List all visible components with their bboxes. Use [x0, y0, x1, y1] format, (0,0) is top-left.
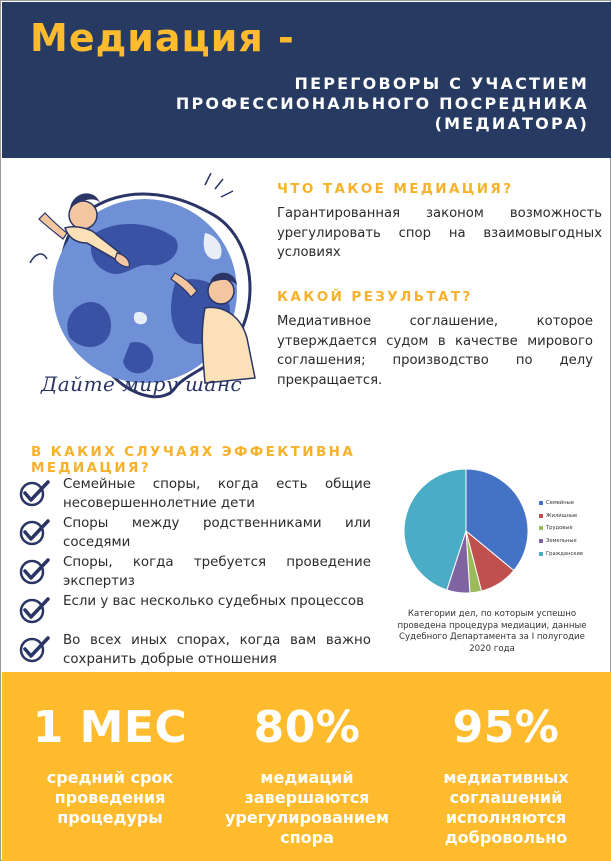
- list-item: [19, 476, 371, 513]
- legend-item: [539, 535, 609, 548]
- list-item-text: Во всех иных спорах, когда вам важно сохранить добрые отношения: [63, 633, 371, 667]
- legend-swatch: [539, 526, 543, 530]
- stat-value: 1 МЕС: [32, 702, 188, 753]
- legend-label: Гражданские: [546, 550, 584, 557]
- subtitle-line: ПЕРЕГОВОРЫ С УЧАСТИЕМ: [294, 74, 589, 93]
- stat-label-line: урегулированием: [224, 808, 389, 827]
- stat-label-line: спора: [280, 828, 334, 847]
- checkmark-icon: [19, 518, 51, 546]
- stat-label: [10, 768, 210, 828]
- page-title: Медиация -: [30, 16, 295, 60]
- legend-swatch: [539, 539, 543, 543]
- list-item: [19, 515, 371, 552]
- stat-label-line: процедуры: [57, 808, 163, 827]
- legend-label: Земельные: [546, 538, 577, 545]
- list-item-text: Споры, когда требуется проведение экспертиз: [63, 555, 371, 589]
- list-item-text: Семейные споры, когда есть общие несовершеннолетние дети: [63, 477, 371, 511]
- stat-label-line: проведения: [54, 788, 166, 807]
- legend-swatch: [539, 501, 543, 505]
- legend-item: [539, 522, 609, 535]
- legend-label: Семейные: [546, 500, 574, 507]
- stat-label-line: завершаются: [244, 788, 370, 807]
- legend-label: Жилищные: [546, 512, 578, 519]
- what-text: Гарантированная законом возможность урегулировать спор на взаимовыгодных условиях: [277, 206, 602, 260]
- legend-item: [539, 547, 609, 560]
- checkmark-icon: [19, 596, 51, 624]
- stat-label-line: медиативных: [443, 768, 569, 787]
- what-heading: ЧТО ТАКОЕ МЕДИАЦИЯ?: [277, 181, 514, 197]
- slogan-text: Дайте миру шанс: [41, 372, 243, 396]
- stat-label-line: исполняются: [445, 808, 567, 827]
- stat-label: [406, 768, 606, 848]
- list-item: [19, 593, 371, 630]
- checkmark-icon: [19, 557, 51, 585]
- list-item-text: Споры между родственниками или соседями: [63, 516, 371, 550]
- result-heading: КАКОЙ РЕЗУЛЬТАТ?: [277, 289, 473, 305]
- legend-swatch: [539, 514, 543, 518]
- stat-label-line: добровольно: [444, 828, 568, 847]
- list-item-text: Если у вас несколько судебных процессов: [63, 594, 365, 609]
- pie-chart: [401, 466, 531, 596]
- checkmark-icon: [19, 479, 51, 507]
- cases-heading: [31, 444, 355, 476]
- stat-label: [207, 768, 407, 848]
- stat-label-line: медиаций: [260, 768, 354, 787]
- legend-swatch: [539, 552, 543, 556]
- result-text: Медиативное соглашение, которое утверждается судом в качестве мирового соглашения; производство по делу прекращается.: [277, 314, 593, 388]
- legend-item: [539, 510, 609, 523]
- stats-band: [2, 672, 611, 861]
- subtitle-line: (МЕДИАТОРА): [434, 114, 589, 133]
- checkmark-icon: [19, 635, 51, 663]
- cases-list: [19, 476, 371, 671]
- list-item: [19, 554, 371, 591]
- legend-label: Трудовые: [546, 525, 573, 532]
- cases-heading-line: В КАКИХ СЛУЧАЯХ ЭФФЕКТИВНА: [31, 444, 356, 460]
- subtitle-line: ПРОФЕССИОНАЛЬНОГО ПОСРЕДНИКА: [175, 94, 589, 113]
- stat-label-line: соглашений: [449, 788, 563, 807]
- chart-legend: [539, 497, 609, 560]
- cases-heading-line: МЕДИАЦИЯ?: [31, 460, 152, 476]
- page-subtitle: [129, 74, 589, 134]
- stat-value: 95%: [452, 702, 560, 753]
- legend-item: [539, 497, 609, 510]
- chart-caption: Категории дел, по которым успешно проведена процедура медиации, данные Судебного Департамента за I полугодие 2020 года: [397, 609, 587, 654]
- stat-value: 80%: [253, 702, 361, 753]
- list-item: [19, 632, 371, 669]
- header-banner: [2, 2, 611, 158]
- stat-label-line: средний срок: [46, 768, 174, 787]
